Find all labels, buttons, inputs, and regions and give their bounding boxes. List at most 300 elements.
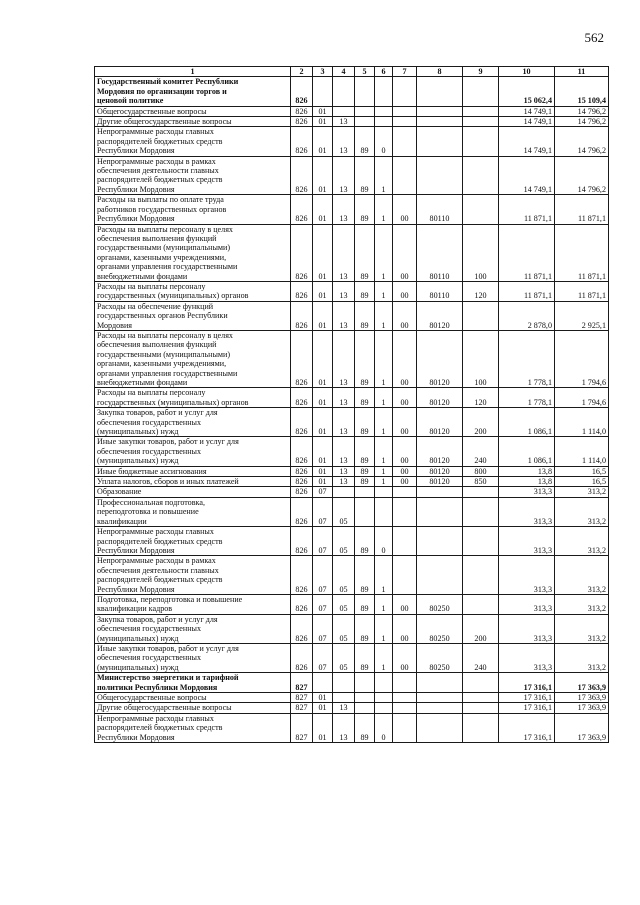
- direction-code-cell: 00: [393, 643, 417, 672]
- expense-name-line: государственных (муниципальных) органов: [97, 291, 249, 301]
- amount-year-2-cell: 313,2: [555, 614, 609, 643]
- amount-year-2-cell: 17 363,9: [555, 703, 609, 713]
- expense-name-line: распорядителей бюджетных средств: [97, 575, 223, 585]
- target-article-cell: 80250: [417, 643, 463, 672]
- amount-year-1-cell: 11 871,1: [499, 224, 555, 281]
- expense-name-cell: [95, 437, 291, 466]
- amount-year-2-cell: 1 794,6: [555, 330, 609, 387]
- subsection-code-cell: 13: [333, 713, 355, 742]
- amount-year-2-cell: 313,2: [555, 594, 609, 614]
- direction-code-cell: [393, 497, 417, 526]
- direction-code-cell: 00: [393, 408, 417, 437]
- expense-name-line: распорядителей бюджетных средств: [97, 136, 223, 146]
- table-row: [95, 195, 609, 224]
- table-row: [95, 437, 609, 466]
- program-code-cell: [355, 703, 375, 713]
- table-row: [95, 117, 609, 127]
- section-code-cell: 01: [313, 713, 333, 742]
- section-code-cell: 07: [313, 556, 333, 595]
- target-article-cell: [417, 673, 463, 693]
- subsection-code-cell: 05: [333, 527, 355, 556]
- column-number: 1: [95, 67, 291, 77]
- expense-name-cell: [95, 127, 291, 156]
- amount-year-1-cell: 313,3: [499, 487, 555, 497]
- program-code-cell: 89: [355, 477, 375, 487]
- target-article-cell: 80110: [417, 281, 463, 301]
- expense-name-line: Республики Мордовия: [97, 184, 175, 194]
- table-row: [95, 224, 609, 281]
- section-code-cell: 01: [313, 301, 333, 330]
- table-row: [95, 408, 609, 437]
- program-code-cell: 89: [355, 713, 375, 742]
- target-article-cell: 80120: [417, 437, 463, 466]
- admin-code-cell: 826: [291, 330, 313, 387]
- column-number: 5: [355, 67, 375, 77]
- section-code-cell: 01: [313, 106, 333, 116]
- expense-name-cell: [95, 643, 291, 672]
- amount-year-1-cell: 13,8: [499, 477, 555, 487]
- admin-code-cell: 826: [291, 195, 313, 224]
- direction-code-cell: 00: [393, 301, 417, 330]
- table-row: [95, 127, 609, 156]
- expense-name-line: Расходы на выплаты персоналу: [97, 388, 206, 398]
- program-code-cell: [355, 497, 375, 526]
- direction-code-cell: 00: [393, 281, 417, 301]
- subsection-code-cell: 05: [333, 614, 355, 643]
- expense-name-cell: [95, 117, 291, 127]
- expense-name-line: работников государственных органов: [97, 204, 227, 214]
- expense-type-cell: 800: [463, 466, 499, 476]
- amount-year-1-cell: 313,3: [499, 643, 555, 672]
- admin-code-cell: 826: [291, 224, 313, 281]
- table-row: [95, 388, 609, 408]
- page-number: 562: [584, 30, 604, 45]
- expense-name-line: Республики Мордовия: [97, 545, 175, 555]
- program-code-cell: 89: [355, 301, 375, 330]
- column-number: 10: [499, 67, 555, 77]
- subsection-code-cell: 13: [333, 117, 355, 127]
- program-code-cell: 89: [355, 224, 375, 281]
- expense-name-cell: [95, 106, 291, 116]
- subsection-code-cell: 13: [333, 437, 355, 466]
- subprogram-code-cell: [375, 117, 393, 127]
- expense-name-cell: [95, 195, 291, 224]
- table-row: [95, 487, 609, 497]
- subsection-code-cell: [333, 487, 355, 497]
- subprogram-code-cell: 1: [375, 408, 393, 437]
- expense-type-cell: 200: [463, 614, 499, 643]
- subprogram-code-cell: 1: [375, 195, 393, 224]
- amount-year-2-cell: 313,2: [555, 527, 609, 556]
- expense-name-line: государственных (муниципальных) органов: [97, 397, 249, 407]
- expense-name-line: государственными (муниципальными): [97, 349, 231, 359]
- program-code-cell: [355, 693, 375, 703]
- program-code-cell: 89: [355, 556, 375, 595]
- program-code-cell: 89: [355, 408, 375, 437]
- subsection-code-cell: [333, 693, 355, 703]
- amount-year-2-cell: 11 871,1: [555, 224, 609, 281]
- admin-code-cell: 826: [291, 77, 313, 106]
- target-article-cell: 80250: [417, 594, 463, 614]
- subsection-code-cell: 13: [333, 127, 355, 156]
- amount-year-1-cell: 2 878,0: [499, 301, 555, 330]
- direction-code-cell: [393, 673, 417, 693]
- expense-type-cell: 120: [463, 388, 499, 408]
- amount-year-2-cell: 11 871,1: [555, 195, 609, 224]
- target-article-cell: 80120: [417, 408, 463, 437]
- expense-name-line: ценовой политике: [97, 96, 164, 106]
- subsection-code-cell: 05: [333, 497, 355, 526]
- table-row: [95, 643, 609, 672]
- table-row: [95, 614, 609, 643]
- expense-name-line: Общегосударственные вопросы: [97, 106, 207, 116]
- direction-code-cell: [393, 703, 417, 713]
- expense-name-line: Расходы на выплаты персоналу: [97, 281, 206, 291]
- section-code-cell: 01: [313, 477, 333, 487]
- expense-name-cell: [95, 281, 291, 301]
- table-row: [95, 527, 609, 556]
- expense-name-line: государственных органов Республики: [97, 311, 228, 321]
- target-article-cell: [417, 693, 463, 703]
- expense-type-cell: [463, 556, 499, 595]
- expense-type-cell: [463, 117, 499, 127]
- expense-name-line: (муниципальных) нужд: [97, 633, 179, 643]
- direction-code-cell: [393, 487, 417, 497]
- expense-type-cell: [463, 703, 499, 713]
- section-code-cell: 01: [313, 281, 333, 301]
- expense-name-line: Расходы на выплаты по оплате труда: [97, 195, 224, 205]
- subsection-code-cell: 13: [333, 281, 355, 301]
- subsection-code-cell: [333, 106, 355, 116]
- admin-code-cell: 826: [291, 301, 313, 330]
- expense-name-line: Республики Мордовия: [97, 584, 175, 594]
- expense-name-line: государственными (муниципальными): [97, 243, 231, 253]
- table-row: [95, 156, 609, 195]
- expense-name-line: Мордовия: [97, 320, 133, 330]
- expense-name-line: квалификации кадров: [97, 604, 173, 614]
- expense-name-cell: [95, 703, 291, 713]
- amount-year-1-cell: 1 086,1: [499, 437, 555, 466]
- expense-name-line: Другие общегосударственные вопросы: [97, 703, 232, 713]
- budget-table-body: [95, 67, 609, 743]
- expense-name-line: Государственный комитет Республики: [97, 77, 239, 87]
- program-code-cell: 89: [355, 466, 375, 476]
- target-article-cell: [417, 497, 463, 526]
- amount-year-2-cell: 1 114,0: [555, 437, 609, 466]
- subprogram-code-cell: 1: [375, 556, 393, 595]
- program-code-cell: 89: [355, 330, 375, 387]
- direction-code-cell: 00: [393, 594, 417, 614]
- subprogram-code-cell: [375, 497, 393, 526]
- amount-year-1-cell: 15 062,4: [499, 77, 555, 106]
- expense-name-line: обеспечения государственных: [97, 417, 202, 427]
- subprogram-code-cell: [375, 673, 393, 693]
- subsection-code-cell: 13: [333, 301, 355, 330]
- expense-name-line: распорядителей бюджетных средств: [97, 536, 223, 546]
- subprogram-code-cell: 1: [375, 388, 393, 408]
- expense-name-line: обеспечения государственных: [97, 653, 202, 663]
- section-code-cell: 01: [313, 703, 333, 713]
- program-code-cell: 89: [355, 127, 375, 156]
- section-code-cell: 01: [313, 117, 333, 127]
- expense-name-line: (муниципальных) нужд: [97, 662, 179, 672]
- subprogram-code-cell: [375, 487, 393, 497]
- expense-name-cell: [95, 693, 291, 703]
- amount-year-2-cell: 2 925,1: [555, 301, 609, 330]
- admin-code-cell: 826: [291, 106, 313, 116]
- section-code-cell: 01: [313, 127, 333, 156]
- expense-name-line: Министерство энергетики и тарифной: [97, 673, 239, 683]
- expense-name-line: Закупка товаров, работ и услуг для: [97, 408, 218, 418]
- expense-name-line: Иные закупки товаров, работ и услуг для: [97, 437, 239, 447]
- expense-name-cell: [95, 466, 291, 476]
- program-code-cell: 89: [355, 614, 375, 643]
- direction-code-cell: [393, 156, 417, 195]
- subsection-code-cell: 13: [333, 703, 355, 713]
- amount-year-1-cell: 17 316,1: [499, 693, 555, 703]
- subprogram-code-cell: 0: [375, 527, 393, 556]
- expense-type-cell: [463, 195, 499, 224]
- subsection-code-cell: 13: [333, 224, 355, 281]
- amount-year-2-cell: 16,5: [555, 477, 609, 487]
- expense-name-line: Уплата налогов, сборов и иных платежей: [97, 477, 239, 487]
- expense-name-cell: [95, 594, 291, 614]
- section-code-cell: [313, 673, 333, 693]
- section-code-cell: 01: [313, 330, 333, 387]
- expense-name-line: Республики Мордовия: [97, 214, 175, 224]
- amount-year-2-cell: 17 363,9: [555, 673, 609, 693]
- target-article-cell: 80120: [417, 301, 463, 330]
- section-code-cell: 01: [313, 224, 333, 281]
- subprogram-code-cell: 0: [375, 713, 393, 742]
- expense-type-cell: [463, 527, 499, 556]
- subprogram-code-cell: 1: [375, 643, 393, 672]
- subprogram-code-cell: 0: [375, 127, 393, 156]
- expense-type-cell: [463, 301, 499, 330]
- expense-name-line: квалификации: [97, 516, 147, 526]
- amount-year-2-cell: 14 796,2: [555, 117, 609, 127]
- direction-code-cell: [393, 556, 417, 595]
- admin-code-cell: 827: [291, 693, 313, 703]
- amount-year-1-cell: 14 749,1: [499, 156, 555, 195]
- expense-name-line: Непрограммные расходы главных: [97, 713, 214, 723]
- target-article-cell: [417, 487, 463, 497]
- admin-code-cell: 826: [291, 487, 313, 497]
- expense-name-cell: [95, 487, 291, 497]
- admin-code-cell: 826: [291, 556, 313, 595]
- subprogram-code-cell: [375, 703, 393, 713]
- admin-code-cell: 826: [291, 643, 313, 672]
- expense-name-line: Непрограммные расходы главных: [97, 127, 214, 137]
- subsection-code-cell: 05: [333, 556, 355, 595]
- section-code-cell: 01: [313, 156, 333, 195]
- admin-code-cell: 826: [291, 497, 313, 526]
- expense-name-line: Общегосударственные вопросы: [97, 693, 207, 702]
- subprogram-code-cell: 1: [375, 330, 393, 387]
- amount-year-1-cell: 313,3: [499, 527, 555, 556]
- expense-name-cell: [95, 497, 291, 526]
- table-row: [95, 106, 609, 116]
- target-article-cell: 80120: [417, 477, 463, 487]
- amount-year-2-cell: 313,2: [555, 643, 609, 672]
- program-code-cell: 89: [355, 527, 375, 556]
- expense-name-line: органами управления государственными: [97, 262, 238, 272]
- expense-name-cell: [95, 156, 291, 195]
- expense-type-cell: 100: [463, 330, 499, 387]
- expense-name-line: обеспечения государственных: [97, 446, 202, 456]
- direction-code-cell: 00: [393, 330, 417, 387]
- table-row: [95, 673, 609, 693]
- admin-code-cell: 826: [291, 466, 313, 476]
- direction-code-cell: 00: [393, 466, 417, 476]
- target-article-cell: 80110: [417, 195, 463, 224]
- amount-year-1-cell: 14 749,1: [499, 117, 555, 127]
- program-code-cell: 89: [355, 388, 375, 408]
- section-code-cell: 07: [313, 614, 333, 643]
- subprogram-code-cell: 1: [375, 281, 393, 301]
- section-code-cell: 01: [313, 437, 333, 466]
- expense-name-line: Расходы на обеспечение функций: [97, 301, 214, 311]
- column-number: 11: [555, 67, 609, 77]
- subsection-code-cell: [333, 673, 355, 693]
- admin-code-cell: 827: [291, 713, 313, 742]
- expense-name-line: органами управления государственными: [97, 368, 238, 378]
- section-code-cell: 01: [313, 195, 333, 224]
- amount-year-2-cell: 16,5: [555, 466, 609, 476]
- expense-name-cell: [95, 388, 291, 408]
- expense-name-line: внебюджетными фондами: [97, 378, 188, 387]
- expense-name-cell: [95, 614, 291, 643]
- subsection-code-cell: 05: [333, 594, 355, 614]
- subsection-code-cell: 13: [333, 195, 355, 224]
- expense-name-line: обеспечения выполнения функций: [97, 340, 217, 350]
- expense-type-cell: [463, 487, 499, 497]
- direction-code-cell: 00: [393, 224, 417, 281]
- target-article-cell: [417, 556, 463, 595]
- expense-name-line: Республики Мордовия: [97, 732, 175, 742]
- expense-name-line: Мордовия по организации торгов и: [97, 86, 227, 96]
- table-row: [95, 330, 609, 387]
- expense-name-line: Расходы на выплаты персоналу в целях: [97, 224, 233, 234]
- subprogram-code-cell: 1: [375, 156, 393, 195]
- amount-year-2-cell: 313,2: [555, 497, 609, 526]
- admin-code-cell: 826: [291, 527, 313, 556]
- column-number: 2: [291, 67, 313, 77]
- amount-year-2-cell: 14 796,2: [555, 127, 609, 156]
- subprogram-code-cell: [375, 106, 393, 116]
- expense-type-cell: 200: [463, 408, 499, 437]
- expense-type-cell: [463, 156, 499, 195]
- admin-code-cell: 827: [291, 673, 313, 693]
- target-article-cell: 80120: [417, 466, 463, 476]
- admin-code-cell: 826: [291, 117, 313, 127]
- expense-name-line: Другие общегосударственные вопросы: [97, 117, 232, 127]
- program-code-cell: 89: [355, 156, 375, 195]
- expense-name-line: переподготовка и повышение: [97, 507, 199, 517]
- direction-code-cell: [393, 117, 417, 127]
- section-code-cell: 01: [313, 466, 333, 476]
- amount-year-1-cell: 313,3: [499, 497, 555, 526]
- table-row: [95, 301, 609, 330]
- subprogram-code-cell: 1: [375, 614, 393, 643]
- expense-name-line: Непрограммные расходы в рамках: [97, 156, 216, 166]
- expense-type-cell: [463, 497, 499, 526]
- amount-year-2-cell: 11 871,1: [555, 281, 609, 301]
- column-number: 8: [417, 67, 463, 77]
- amount-year-2-cell: 14 796,2: [555, 156, 609, 195]
- subsection-code-cell: [333, 77, 355, 106]
- expense-name-cell: [95, 673, 291, 693]
- subprogram-code-cell: 1: [375, 477, 393, 487]
- expense-type-cell: [463, 673, 499, 693]
- direction-code-cell: [393, 693, 417, 703]
- expense-name-line: органами, казенными учреждениями,: [97, 359, 227, 369]
- subsection-code-cell: 13: [333, 408, 355, 437]
- amount-year-1-cell: 17 316,1: [499, 673, 555, 693]
- direction-code-cell: 00: [393, 614, 417, 643]
- program-code-cell: [355, 487, 375, 497]
- expense-name-line: обеспечения деятельности главных: [97, 166, 219, 176]
- admin-code-cell: 826: [291, 127, 313, 156]
- expense-name-line: обеспечения выполнения функций: [97, 233, 217, 243]
- subsection-code-cell: 13: [333, 156, 355, 195]
- table-row: [95, 693, 609, 703]
- subprogram-code-cell: 1: [375, 224, 393, 281]
- subprogram-code-cell: 1: [375, 437, 393, 466]
- direction-code-cell: [393, 127, 417, 156]
- amount-year-2-cell: 313,2: [555, 487, 609, 497]
- expense-name-line: Непрограммные расходы главных: [97, 527, 214, 537]
- subsection-code-cell: 13: [333, 466, 355, 476]
- section-code-cell: [313, 77, 333, 106]
- expense-type-cell: 120: [463, 281, 499, 301]
- subprogram-code-cell: [375, 693, 393, 703]
- expense-type-cell: 850: [463, 477, 499, 487]
- admin-code-cell: 826: [291, 408, 313, 437]
- admin-code-cell: 827: [291, 703, 313, 713]
- expense-name-line: Расходы на выплаты персоналу в целях: [97, 330, 233, 340]
- admin-code-cell: 826: [291, 388, 313, 408]
- table-row: [95, 477, 609, 487]
- expense-name-line: обеспечения деятельности главных: [97, 565, 219, 575]
- amount-year-1-cell: 17 316,1: [499, 703, 555, 713]
- table-row: [95, 466, 609, 476]
- amount-year-1-cell: 11 871,1: [499, 195, 555, 224]
- section-code-cell: 07: [313, 527, 333, 556]
- subsection-code-cell: 13: [333, 388, 355, 408]
- program-code-cell: 89: [355, 195, 375, 224]
- section-code-cell: 07: [313, 497, 333, 526]
- direction-code-cell: [393, 527, 417, 556]
- table-row: [95, 594, 609, 614]
- amount-year-2-cell: 313,2: [555, 556, 609, 595]
- expense-name-line: Образование: [97, 487, 142, 497]
- section-code-cell: 01: [313, 408, 333, 437]
- section-code-cell: 07: [313, 487, 333, 497]
- direction-code-cell: 00: [393, 195, 417, 224]
- expense-name-line: распорядителей бюджетных средств: [97, 723, 223, 733]
- expense-name-cell: [95, 330, 291, 387]
- direction-code-cell: 00: [393, 437, 417, 466]
- expense-type-cell: [463, 77, 499, 106]
- amount-year-1-cell: 13,8: [499, 466, 555, 476]
- expense-type-cell: [463, 127, 499, 156]
- subprogram-code-cell: 1: [375, 466, 393, 476]
- program-code-cell: 89: [355, 281, 375, 301]
- target-article-cell: [417, 527, 463, 556]
- program-code-cell: 89: [355, 437, 375, 466]
- expense-type-cell: 100: [463, 224, 499, 281]
